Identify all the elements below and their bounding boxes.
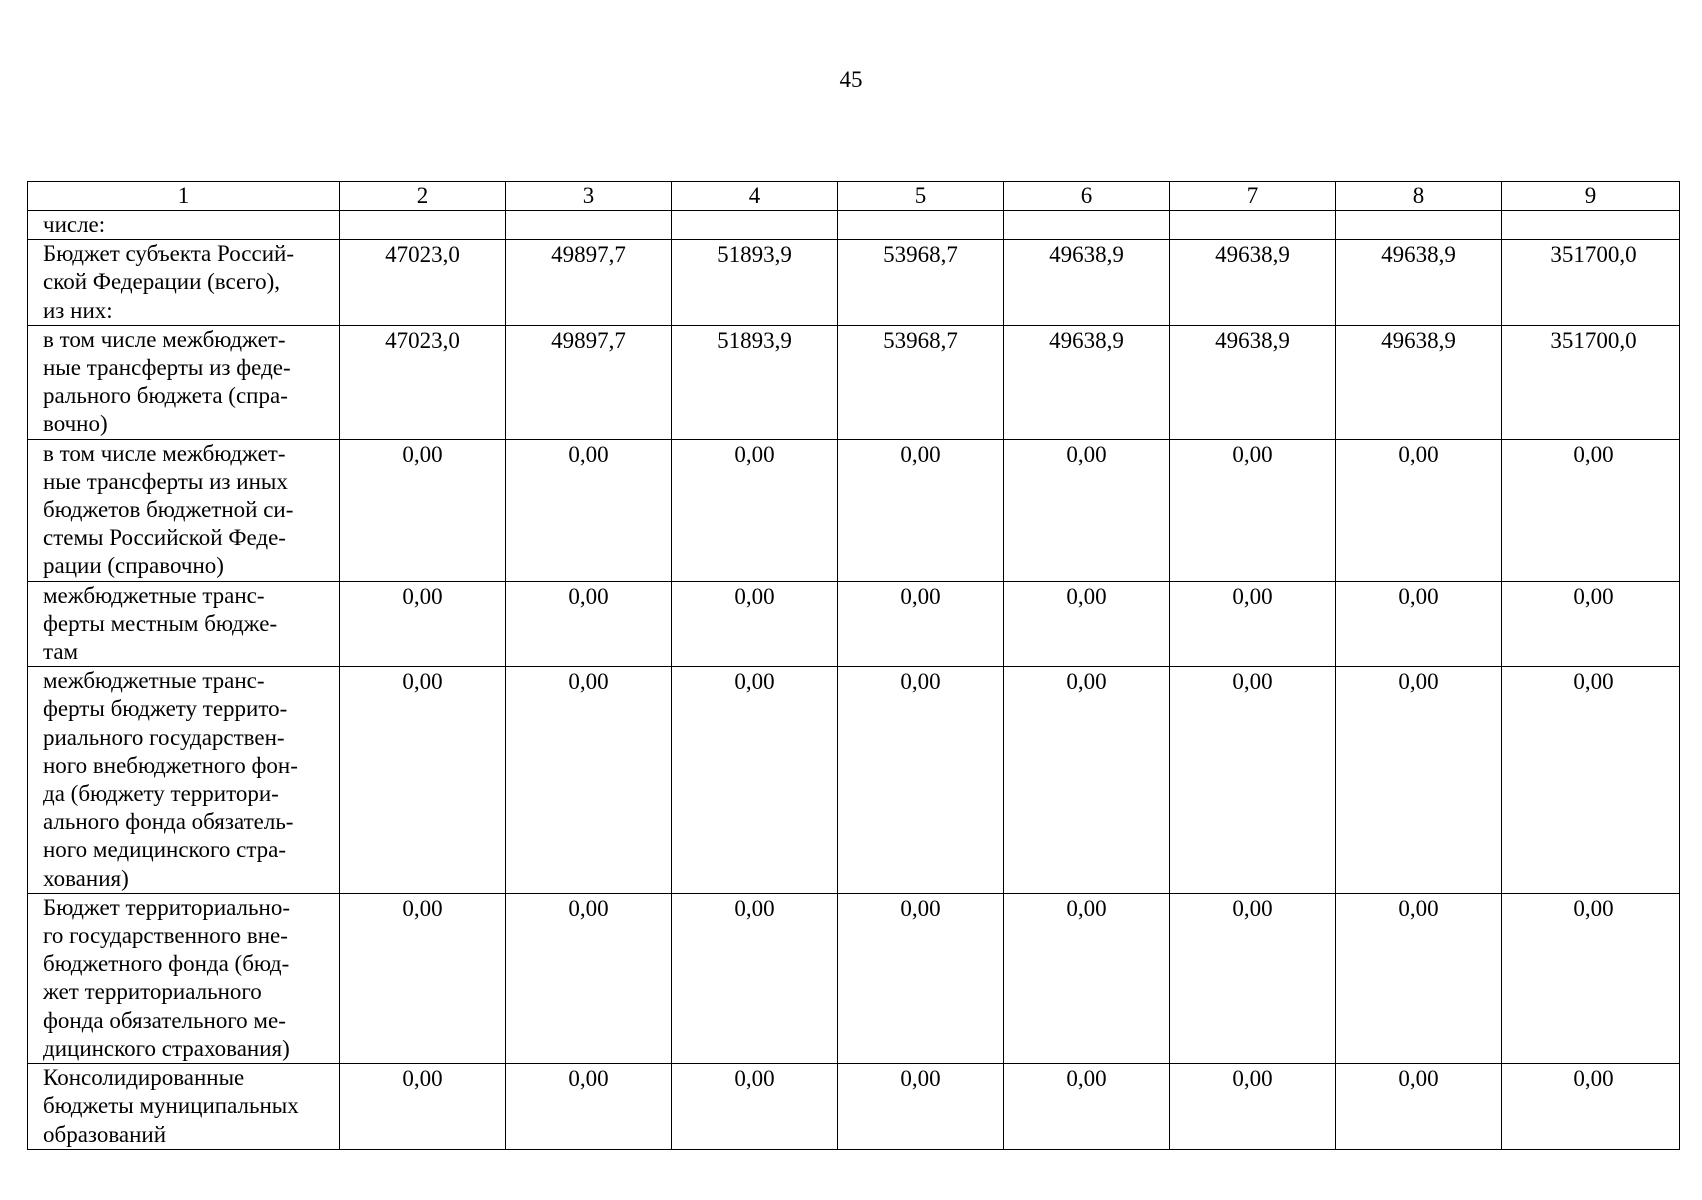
value-cell-col-9: 0,00 (1502, 667, 1680, 894)
value-cell-col-4: 0,00 (672, 581, 838, 667)
value-cell-col-3: 0,00 (506, 1064, 672, 1150)
value-cell-col-6: 0,00 (1004, 1064, 1170, 1150)
row-label-line: риального государствен- (43, 724, 285, 750)
column-header-4: 4 (672, 182, 838, 211)
value-cell-col-8: 0,00 (1336, 581, 1502, 667)
table-row (28, 240, 1680, 326)
value-cell-col-6: 0,00 (1004, 667, 1170, 894)
page-number: 45 (839, 67, 863, 92)
row-label-line: го государственного вне- (43, 923, 288, 949)
value-cell-col-7: 0,00 (1170, 439, 1336, 581)
row-label-line: из них: (43, 297, 113, 323)
value-cell-col-7: 0,00 (1170, 1064, 1336, 1150)
row-label-line: дицинского страхования) (43, 1035, 290, 1061)
value-cell-col-9: 351700,0 (1502, 325, 1680, 439)
row-label-line: ской Федерации (всего), (43, 269, 280, 295)
row-label (28, 240, 340, 326)
row-label-line: образований (43, 1121, 167, 1147)
row-label-line: в том числе межбюджет- (43, 326, 286, 352)
row-label-line: бюджеты муниципальных (43, 1093, 299, 1119)
row-label-line: Консолидированные (43, 1065, 245, 1091)
row-label-line: стемы Российской Феде- (43, 525, 286, 551)
table-row (28, 325, 1680, 439)
value-cell-col-2 (340, 211, 506, 240)
value-cell-col-3: 49897,7 (506, 240, 672, 326)
table-row (28, 1064, 1680, 1150)
value-cell-col-4: 0,00 (672, 439, 838, 581)
column-header-6: 6 (1004, 182, 1170, 211)
value-cell-col-9: 0,00 (1502, 1064, 1680, 1150)
row-label (28, 439, 340, 581)
table-row (28, 893, 1680, 1063)
budget-table (27, 181, 1680, 1150)
row-label-line: ального фонда обязатель- (43, 809, 294, 835)
value-cell-col-8: 0,00 (1336, 439, 1502, 581)
value-cell-col-4: 0,00 (672, 667, 838, 894)
value-cell-col-3: 0,00 (506, 893, 672, 1063)
value-cell-col-8: 49638,9 (1336, 325, 1502, 439)
table-row (28, 667, 1680, 894)
row-label-line: бюджетного фонда (бюд- (43, 951, 290, 977)
value-cell-col-3: 0,00 (506, 581, 672, 667)
row-label-line: бюджетов бюджетной си- (43, 497, 294, 523)
value-cell-col-9: 0,00 (1502, 439, 1680, 581)
row-label (28, 667, 340, 894)
value-cell-col-7: 49638,9 (1170, 240, 1336, 326)
value-cell-col-4: 51893,9 (672, 325, 838, 439)
row-label (28, 1064, 340, 1150)
row-label (28, 581, 340, 667)
row-label-line: фонда обязательного ме- (43, 1007, 286, 1033)
row-label-line: вочно) (43, 411, 108, 437)
value-cell-col-6 (1004, 211, 1170, 240)
row-label (28, 211, 340, 240)
row-label-line: ного внебюджетного фон- (43, 752, 298, 778)
value-cell-col-3 (506, 211, 672, 240)
value-cell-col-2: 47023,0 (340, 240, 506, 326)
value-cell-col-5: 0,00 (838, 581, 1004, 667)
row-label-line: рации (справочно) (43, 553, 224, 579)
value-cell-col-4: 0,00 (672, 893, 838, 1063)
value-cell-col-5: 0,00 (838, 1064, 1004, 1150)
value-cell-col-6: 0,00 (1004, 893, 1170, 1063)
row-label-line: числе: (43, 212, 106, 237)
row-label (28, 325, 340, 439)
row-label-line: хования) (43, 865, 129, 891)
column-header-1: 1 (28, 182, 340, 211)
value-cell-col-2: 0,00 (340, 893, 506, 1063)
value-cell-col-2: 0,00 (340, 439, 506, 581)
row-label-line: жет территориального (43, 979, 262, 1005)
value-cell-col-6: 0,00 (1004, 581, 1170, 667)
value-cell-col-3: 0,00 (506, 439, 672, 581)
row-label-line: межбюджетные транс- (43, 668, 265, 694)
value-cell-col-3: 49897,7 (506, 325, 672, 439)
value-cell-col-2: 0,00 (340, 1064, 506, 1150)
value-cell-col-7: 0,00 (1170, 893, 1336, 1063)
row-label-line: там (43, 639, 79, 665)
value-cell-col-4: 0,00 (672, 1064, 838, 1150)
header-row (28, 182, 1680, 211)
row-label-line: в том числе межбюджет- (43, 440, 286, 466)
column-header-8: 8 (1336, 182, 1502, 211)
row-label-line: Бюджет субъекта Россий- (43, 241, 295, 267)
value-cell-col-8: 0,00 (1336, 667, 1502, 894)
value-cell-col-5: 0,00 (838, 667, 1004, 894)
column-header-2: 2 (340, 182, 506, 211)
row-label-line: Бюджет территориально- (43, 894, 290, 920)
value-cell-col-7: 49638,9 (1170, 325, 1336, 439)
value-cell-col-9: 0,00 (1502, 581, 1680, 667)
value-cell-col-4 (672, 211, 838, 240)
row-label-line: ного медицинского стра- (43, 837, 287, 863)
table-row (28, 581, 1680, 667)
value-cell-col-3: 0,00 (506, 667, 672, 894)
value-cell-col-7: 0,00 (1170, 581, 1336, 667)
column-header-7: 7 (1170, 182, 1336, 211)
value-cell-col-9 (1502, 211, 1680, 240)
value-cell-col-2: 47023,0 (340, 325, 506, 439)
value-cell-col-6: 49638,9 (1004, 240, 1170, 326)
row-label-line: да (бюджету территори- (43, 781, 279, 807)
row-label-line: рального бюджета (спра- (43, 383, 288, 409)
row-label-line: ные трансферты из феде- (43, 355, 291, 381)
column-header-3: 3 (506, 182, 672, 211)
row-label (28, 893, 340, 1063)
value-cell-col-5: 53968,7 (838, 325, 1004, 439)
value-cell-col-8 (1336, 211, 1502, 240)
value-cell-col-2: 0,00 (340, 667, 506, 894)
value-cell-col-5: 0,00 (838, 893, 1004, 1063)
column-header-5: 5 (838, 182, 1004, 211)
value-cell-col-8: 49638,9 (1336, 240, 1502, 326)
value-cell-col-8: 0,00 (1336, 893, 1502, 1063)
value-cell-col-9: 0,00 (1502, 893, 1680, 1063)
value-cell-col-2: 0,00 (340, 581, 506, 667)
row-label-line: ферты бюджету террито- (43, 696, 288, 722)
value-cell-col-5: 53968,7 (838, 240, 1004, 326)
value-cell-col-5 (838, 211, 1004, 240)
table-body (28, 182, 1680, 1150)
value-cell-col-7 (1170, 211, 1336, 240)
table-row (28, 211, 1680, 240)
value-cell-col-7: 0,00 (1170, 667, 1336, 894)
value-cell-col-4: 51893,9 (672, 240, 838, 326)
row-label-line: межбюджетные транс- (43, 582, 265, 608)
row-label-line: ферты местным бюдже- (43, 610, 278, 636)
table-row (28, 439, 1680, 581)
value-cell-col-8: 0,00 (1336, 1064, 1502, 1150)
value-cell-col-6: 49638,9 (1004, 325, 1170, 439)
row-label-line: ные трансферты из иных (43, 468, 288, 494)
value-cell-col-9: 351700,0 (1502, 240, 1680, 326)
value-cell-col-6: 0,00 (1004, 439, 1170, 581)
value-cell-col-5: 0,00 (838, 439, 1004, 581)
column-header-9: 9 (1502, 182, 1680, 211)
